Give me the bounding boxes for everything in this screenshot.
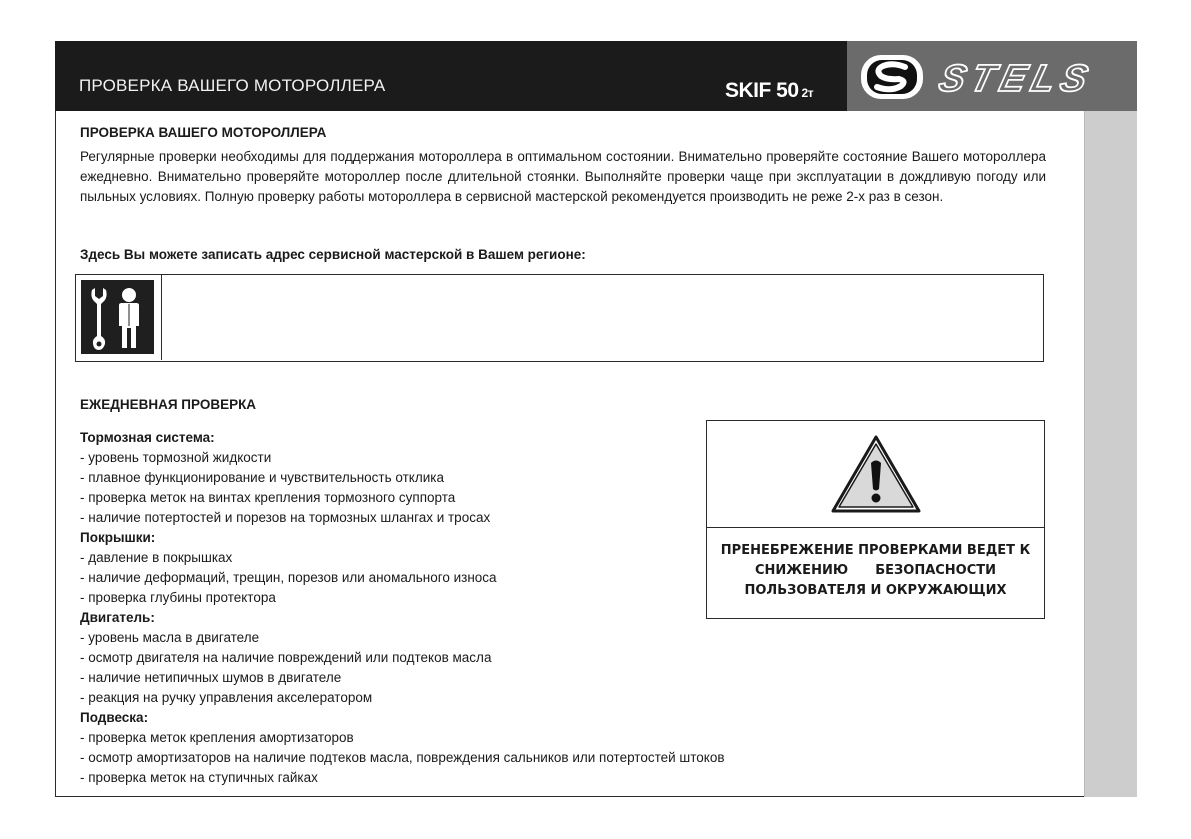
group-title-engine: Двигатель: [80, 610, 155, 625]
group-title-tires: Покрышки: [80, 530, 156, 545]
service-address-field[interactable] [75, 274, 1044, 362]
list-item: - давление в покрышках [80, 550, 233, 565]
group-title-brakes: Тормозная система: [80, 430, 215, 445]
warning-box [706, 420, 1045, 619]
warning-divider [707, 527, 1044, 528]
list-item: - плавное функционирование и чувствительность отклика [80, 470, 444, 485]
list-item: - наличие нетипичных шумов в двигателе [80, 670, 342, 685]
service-address-label: Здесь Вы можете записать адрес сервисной мастерской в Вашем регионе: [80, 247, 586, 262]
mechanic-icon [81, 280, 154, 354]
warning-line-3: ПОЛЬЗОВАТЕЛЯ И ОКРУЖАЮЩИХ [744, 583, 1007, 598]
list-item: - уровень тормозной жидкости [80, 450, 272, 465]
header-title-bar [55, 41, 847, 111]
list-item: - осмотр амортизаторов на наличие подтеков масла, повреждения сальников или потертостей штоков [80, 750, 725, 765]
warning-line-1: ПРЕНЕБРЕЖЕНИЕ ПРОВЕРКАМИ ВЕДЕТ К [720, 543, 1031, 558]
header-title: ПРОВЕРКА ВАШЕГО МОТОРОЛЛЕРА [79, 76, 386, 95]
daily-check-list [80, 428, 725, 788]
page-side-strip [1084, 111, 1137, 797]
list-item: - реакция на ручку управления акселератором [80, 690, 373, 705]
warning-text [707, 541, 1044, 601]
brand-name: STELS [934, 57, 1098, 100]
model-name [725, 79, 813, 103]
warning-triangle-icon [829, 433, 923, 515]
model-suffix: 2т [801, 86, 814, 100]
intro-text: Регулярные проверки необходимы для поддержания мотороллера в оптимальном состоянии. Внимательно проверяйте состояние Вашего мотороллера ежедневно. Внимательно проверяйте мотороллер после длительной стоянки. Выполняйте проверки чаще при эксплуатации в дождливую погоду или пыльных условиях. Полную проверку работы мотороллера в сервисной мастерской рекомендуется производить не реже 2-х раз в сезон. [80, 149, 1046, 204]
daily-heading: ЕЖЕДНЕВНАЯ ПРОВЕРКА [80, 397, 257, 412]
list-item: - осмотр двигателя на наличие повреждений или подтеков масла [80, 650, 492, 665]
group-title-suspension: Подвеска: [80, 710, 149, 725]
mechanic-icon-cell [76, 275, 162, 360]
model-label: SKIF 50 [725, 79, 799, 102]
brand-bar [847, 41, 1137, 111]
page-header [55, 41, 1137, 111]
list-item: - проверка меток на ступичных гайках [80, 770, 318, 785]
list-item: - проверка меток крепления амортизаторов [80, 730, 354, 745]
intro-heading: ПРОВЕРКА ВАШЕГО МОТОРОЛЛЕРА [80, 125, 327, 140]
list-item: - наличие потертостей и порезов на тормозных шлангах и тросах [80, 510, 491, 525]
list-item: - уровень масла в двигателе [80, 630, 260, 645]
stels-logo [857, 51, 1132, 103]
list-item: - наличие деформаций, трещин, порезов или аномального износа [80, 570, 497, 585]
list-item: - проверка меток на винтах крепления тормозного суппорта [80, 490, 456, 505]
list-item: - проверка глубины протектора [80, 590, 276, 605]
warning-line-2: СНИЖЕНИЮ БЕЗОПАСНОСТИ [754, 563, 997, 578]
